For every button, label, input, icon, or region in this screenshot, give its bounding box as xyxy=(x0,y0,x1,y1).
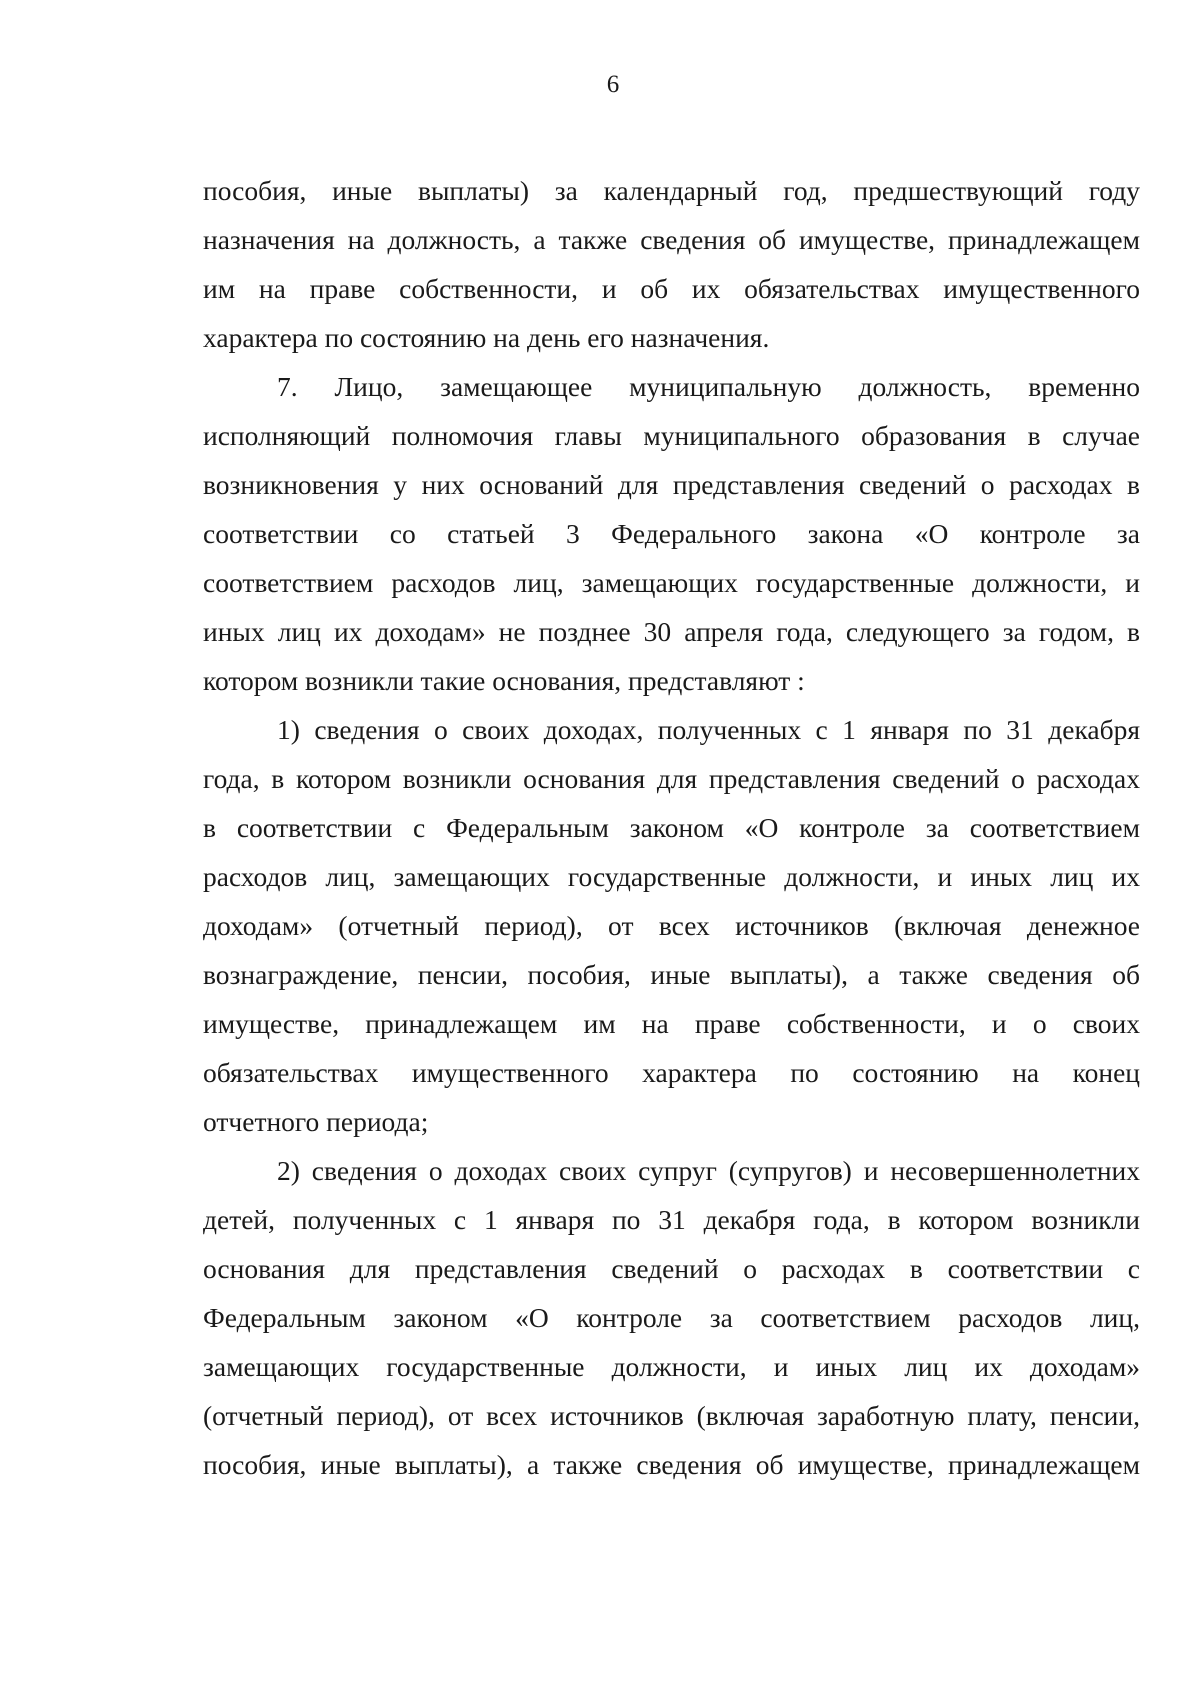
text-line: основания для представления сведений о расходах в соответствии с xyxy=(203,1253,1140,1284)
text-line: пособия, иные выплаты), а также сведения об имуществе, принадлежащем xyxy=(203,1449,1140,1480)
text-line: 1) сведения о своих доходах, полученных с 1 января по 31 декабря xyxy=(277,714,1140,745)
text-line: пособия, иные выплаты) за календарный год, предшествующий году xyxy=(203,175,1140,206)
text-line: соответствием расходов лиц, замещающих государственные должности, и xyxy=(203,567,1140,598)
text-line: вознаграждение, пенсии, пособия, иные выплаты), а также сведения об xyxy=(203,959,1140,990)
text-line: детей, полученных с 1 января по 31 декабря года, в котором возникли xyxy=(203,1204,1140,1235)
text-line: 7. Лицо, замещающее муниципальную должность, временно xyxy=(277,371,1140,402)
text-line: имуществе, принадлежащем им на праве собственности, и о своих xyxy=(203,1008,1140,1039)
text-line: доходам» (отчетный период), от всех источников (включая денежное xyxy=(203,910,1140,941)
text-line: Федеральным законом «О контроле за соответствием расходов лиц, xyxy=(203,1302,1140,1333)
page-number: 6 xyxy=(606,71,620,98)
text-line: отчетного периода; xyxy=(203,1106,429,1137)
text-line: замещающих государственные должности, и иных лиц их доходам» xyxy=(203,1351,1140,1382)
text-line: в соответствии с Федеральным законом «О контроле за соответствием xyxy=(203,812,1140,843)
text-line: (отчетный период), от всех источников (включая заработную плату, пенсии, xyxy=(203,1400,1140,1431)
text-line: им на праве собственности, и об их обязательствах имущественного xyxy=(203,273,1140,304)
document-body xyxy=(203,166,1140,1489)
text-line: исполняющий полномочия главы муниципального образования в случае xyxy=(203,420,1140,451)
text-line: 2) сведения о доходах своих супруг (супругов) и несовершеннолетних xyxy=(277,1155,1140,1186)
text-line: года, в котором возникли основания для представления сведений о расходах xyxy=(203,763,1140,794)
text-line: котором возникли такие основания, представляют : xyxy=(203,665,805,696)
text-line: соответствии со статьей 3 Федерального закона «О контроле за xyxy=(203,518,1140,549)
text-line: назначения на должность, а также сведения об имуществе, принадлежащем xyxy=(203,224,1140,255)
text-line: характера по состоянию на день его назначения. xyxy=(203,322,770,353)
text-line: возникновения у них оснований для представления сведений о расходах в xyxy=(203,469,1140,500)
text-line: обязательствах имущественного характера по состоянию на конец xyxy=(203,1057,1140,1088)
text-line: иных лиц их доходам» не позднее 30 апреля года, следующего за годом, в xyxy=(203,616,1140,647)
text-line: расходов лиц, замещающих государственные должности, и иных лиц их xyxy=(203,861,1140,892)
